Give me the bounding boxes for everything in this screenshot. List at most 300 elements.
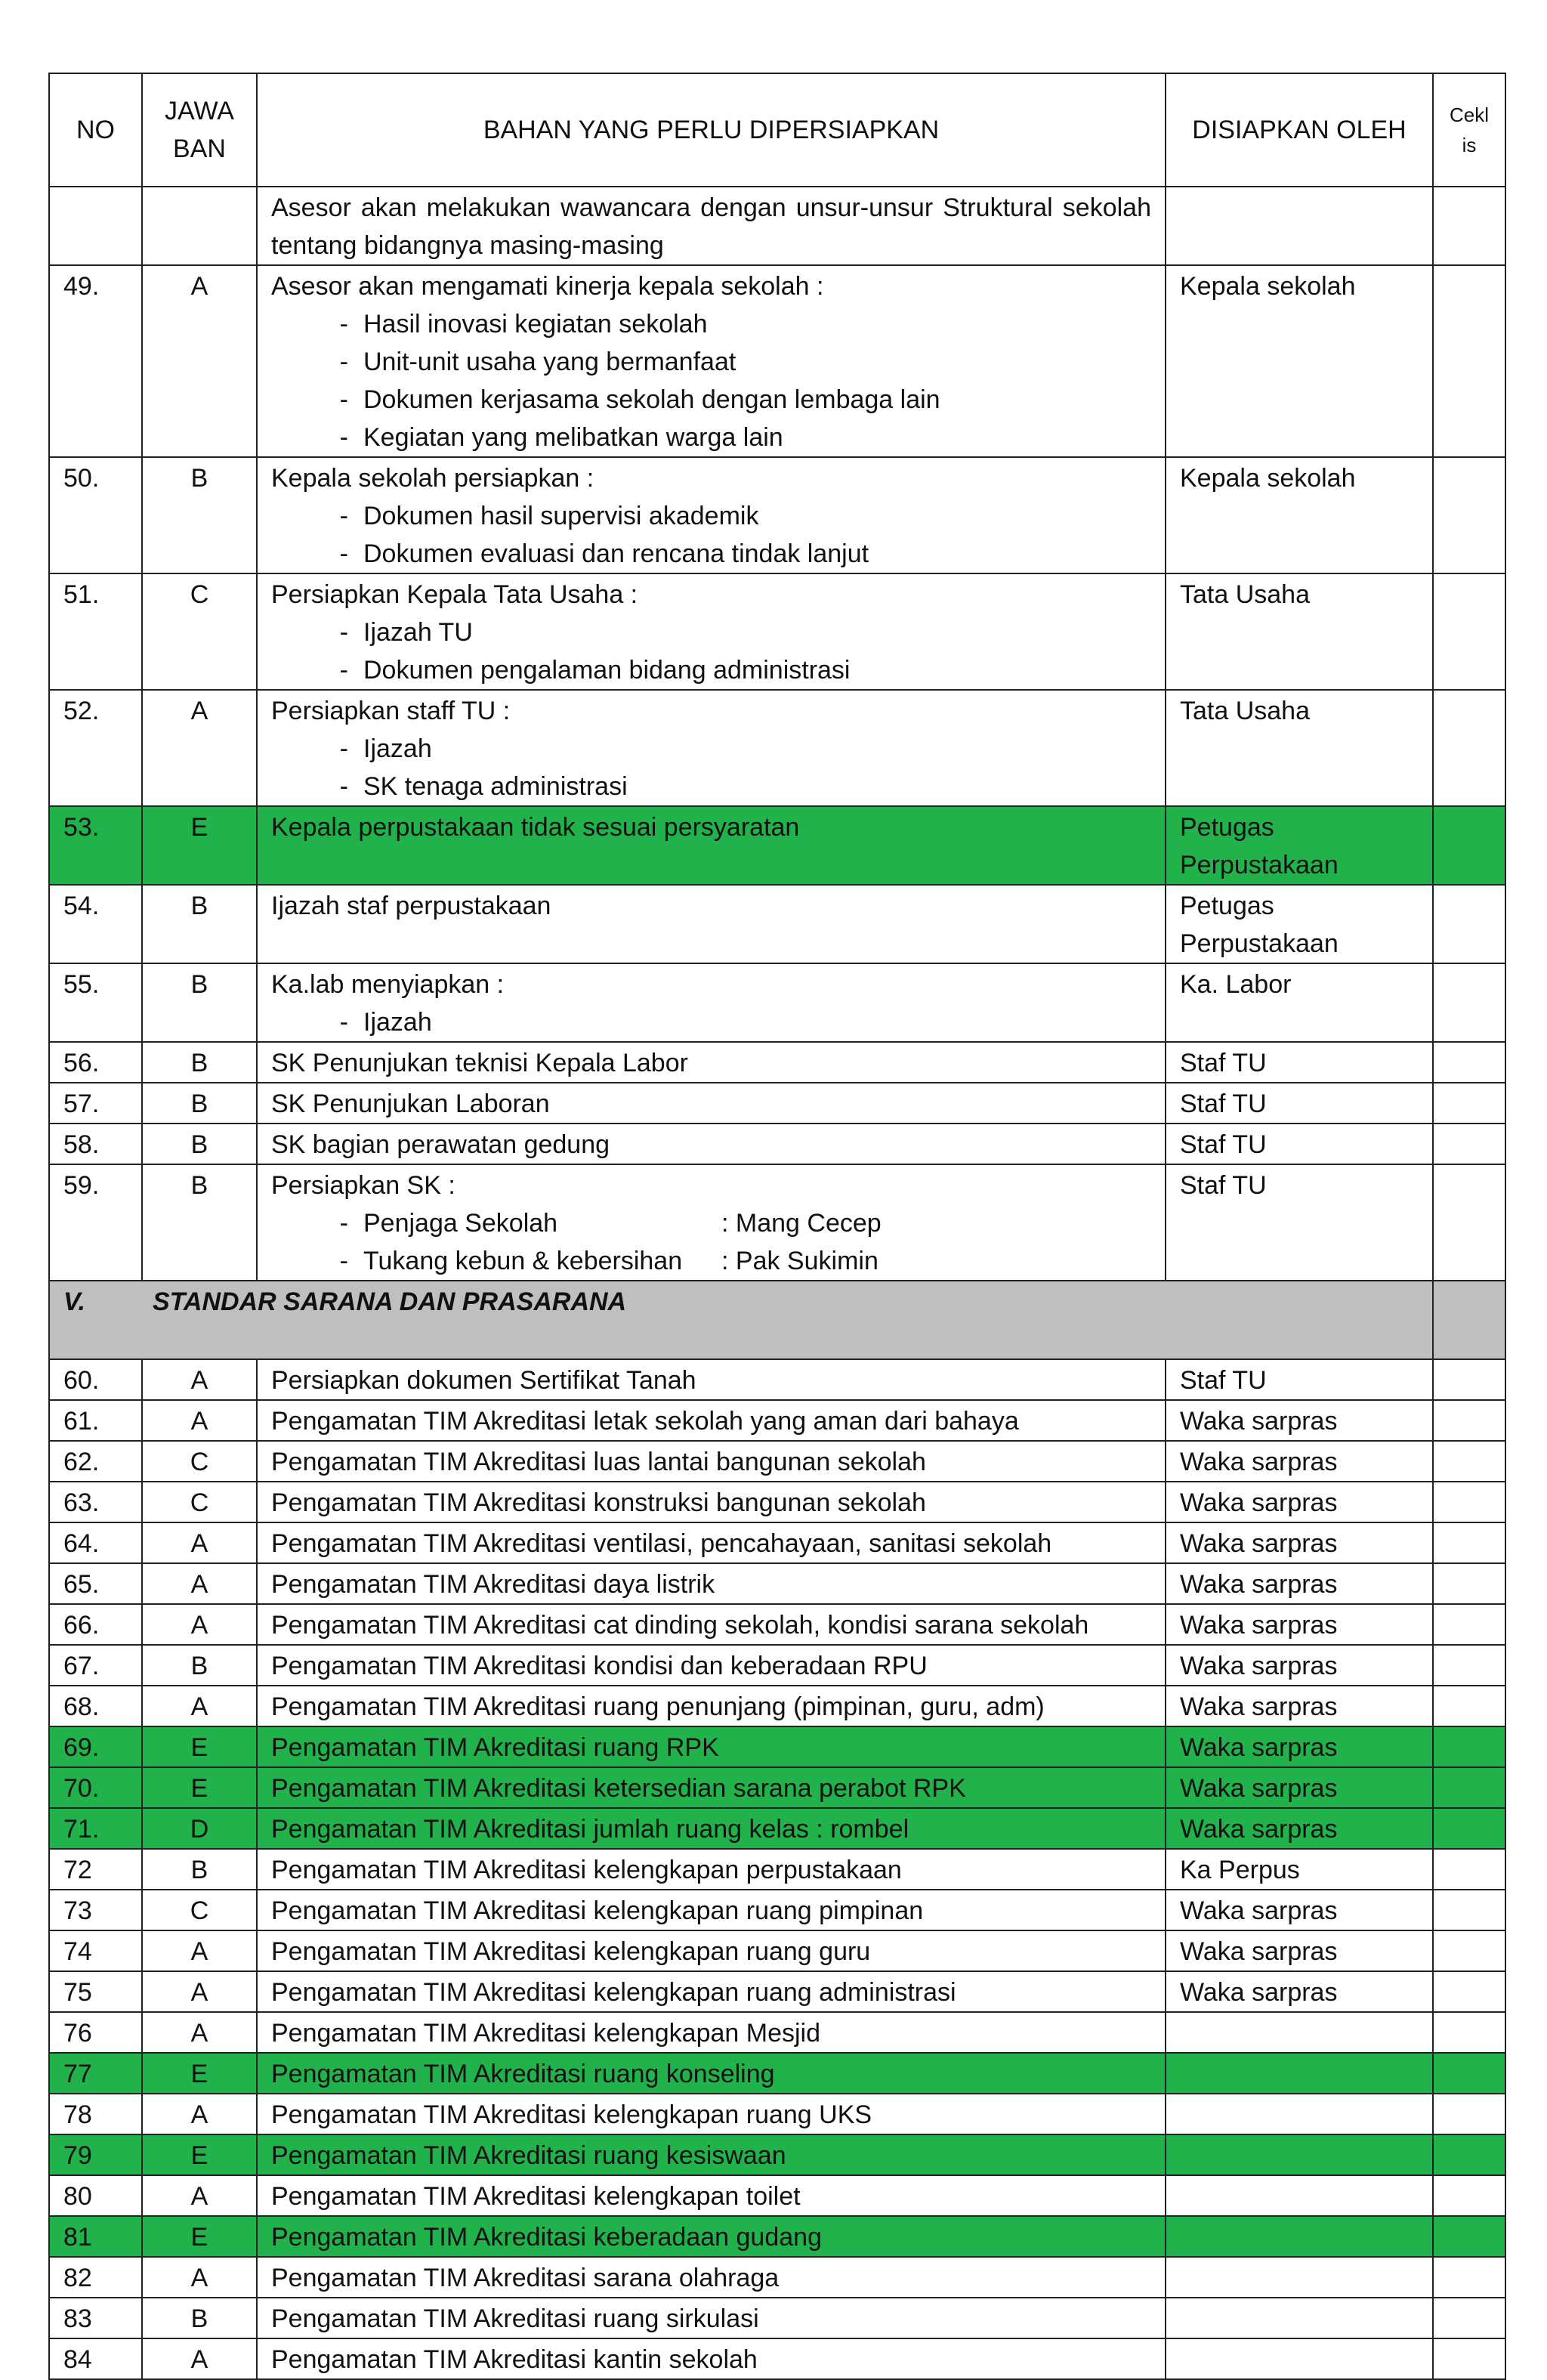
dash-bullet: - (339, 734, 348, 763)
cell-no: 52. (49, 690, 142, 806)
bahan-text: Pengamatan TIM Akreditasi ventilasi, pencahayaan, sanitasi sekolah (271, 1529, 1052, 1558)
table-row (49, 1726, 1505, 1767)
bahan-subitem (271, 730, 1151, 768)
cell-jawaban: A (142, 2257, 257, 2298)
cell-no: 62. (49, 1441, 142, 1482)
cell-disiapkan: Waka sarpras (1166, 1930, 1433, 1971)
cell-ceklis (1433, 1686, 1505, 1726)
cell-ceklis (1433, 2134, 1505, 2175)
cell-bahan (257, 1042, 1166, 1083)
cell-disiapkan: Waka sarpras (1166, 1645, 1433, 1686)
table-row (49, 2134, 1505, 2175)
cell-ceklis (1433, 690, 1505, 806)
cell-no: 56. (49, 1042, 142, 1083)
cell-disiapkan: Waka sarpras (1166, 1890, 1433, 1930)
table-row (49, 1083, 1505, 1124)
cell-bahan (257, 1767, 1166, 1808)
cell-jawaban: E (142, 2216, 257, 2257)
table-row (49, 690, 1505, 806)
cell-bahan (257, 265, 1166, 457)
cell-bahan (257, 1124, 1166, 1164)
subitem-value: : Pak Sukimin (721, 1247, 878, 1275)
subitem-text: Kegiatan yang melibatkan warga lain (363, 423, 783, 452)
cell-no: 63. (49, 1482, 142, 1522)
cell-jawaban: B (142, 1164, 257, 1281)
cell-no: 80 (49, 2175, 142, 2216)
cell-disiapkan: Waka sarpras (1166, 1522, 1433, 1563)
bahan-text: Pengamatan TIM Akreditasi konstruksi bangunan sekolah (271, 1488, 926, 1517)
table-row (49, 1522, 1505, 1563)
cell-jawaban: B (142, 1849, 257, 1890)
header-jawaban-line2: BAN (173, 134, 226, 163)
bahan-text: Persiapkan dokumen Sertifikat Tanah (271, 1366, 696, 1395)
cell-no: 70. (49, 1767, 142, 1808)
bahan-text: Pengamatan TIM Akreditasi kelengkapan ruang administrasi (271, 1978, 956, 2007)
cell-no: 66. (49, 1604, 142, 1645)
table-row (49, 2175, 1505, 2216)
cell-jawaban: A (142, 1563, 257, 1604)
bahan-text: Kepala sekolah persiapkan : (271, 464, 594, 493)
cell-bahan (257, 1400, 1166, 1441)
cell-ceklis (1433, 1359, 1505, 1400)
cell-disiapkan: Waka sarpras (1166, 1767, 1433, 1808)
cell-jawaban: A (142, 1971, 257, 2012)
cell-ceklis (1433, 2094, 1505, 2134)
cell-no: 58. (49, 1124, 142, 1164)
cell-ceklis (1433, 1563, 1505, 1604)
cell-no: 69. (49, 1726, 142, 1767)
bahan-text: SK bagian perawatan gedung (271, 1130, 610, 1159)
cell-jawaban: A (142, 2338, 257, 2379)
cell-ceklis (1433, 2257, 1505, 2298)
cell-bahan (257, 1686, 1166, 1726)
cell-bahan (257, 573, 1166, 690)
subitem-key: Tukang kebun & kebersihan (363, 1247, 683, 1275)
header-row (49, 73, 1505, 187)
dash-bullet: - (339, 656, 348, 685)
cell-bahan (257, 2134, 1166, 2175)
bahan-subitem (271, 1204, 1151, 1242)
header-no: NO (49, 73, 142, 187)
bahan-text: Pengamatan TIM Akreditasi ruang RPK (271, 1733, 719, 1762)
cell-no: 72 (49, 1849, 142, 1890)
cell-jawaban: A (142, 1400, 257, 1441)
section-title-cell (49, 1281, 1433, 1359)
cell-disiapkan: Petugas Perpustakaan (1166, 806, 1433, 885)
cell-disiapkan: Waka sarpras (1166, 1686, 1433, 1726)
cell-jawaban: B (142, 1042, 257, 1083)
cell-bahan (257, 1808, 1166, 1849)
cell-ceklis (1433, 1971, 1505, 2012)
bahan-text: Pengamatan TIM Akreditasi kondisi dan keberadaan RPU (271, 1652, 928, 1680)
cell-jawaban: B (142, 963, 257, 1042)
cell-jawaban: A (142, 2012, 257, 2053)
cell-disiapkan (1166, 2175, 1433, 2216)
cell-no: 75 (49, 1971, 142, 2012)
bahan-text: Pengamatan TIM Akreditasi ruang penunjang (pimpinan, guru, adm) (271, 1692, 1045, 1721)
cell-disiapkan (1166, 2298, 1433, 2338)
bahan-text: Persiapkan staff TU : (271, 697, 511, 725)
cell-jawaban: A (142, 1686, 257, 1726)
cell-ceklis (1433, 457, 1505, 573)
cell-bahan (257, 2053, 1166, 2094)
cell-disiapkan: Staf TU (1166, 1083, 1433, 1124)
bahan-text: SK Penunjukan teknisi Kepala Labor (271, 1049, 688, 1077)
table-row (49, 2216, 1505, 2257)
table-row (49, 1124, 1505, 1164)
cell-disiapkan: Waka sarpras (1166, 1482, 1433, 1522)
cell-no: 78 (49, 2094, 142, 2134)
cell-no: 64. (49, 1522, 142, 1563)
cell-ceklis (1433, 806, 1505, 885)
cell-ceklis (1433, 963, 1505, 1042)
cell-jawaban: B (142, 2298, 257, 2338)
cell-ceklis (1433, 573, 1505, 690)
bahan-text: Pengamatan TIM Akreditasi ruang kesiswaan (271, 2141, 786, 2170)
bahan-text: Pengamatan TIM Akreditasi kelengkapan Mesjid (271, 2019, 820, 2048)
bahan-text: Pengamatan TIM Akreditasi ruang sirkulasi (271, 2304, 759, 2333)
bahan-text: Ka.lab menyiapkan : (271, 970, 505, 999)
cell-disiapkan (1166, 2094, 1433, 2134)
cell-ceklis (1433, 1400, 1505, 1441)
table-row (49, 2094, 1505, 2134)
cell-ceklis (1433, 1849, 1505, 1890)
bahan-text: SK Penunjukan Laboran (271, 1090, 550, 1118)
cell-bahan (257, 2012, 1166, 2053)
cell-no: 61. (49, 1400, 142, 1441)
cell-jawaban: E (142, 1767, 257, 1808)
cell-jawaban: E (142, 1726, 257, 1767)
cell-no: 71. (49, 1808, 142, 1849)
table-row (49, 1359, 1505, 1400)
cell-disiapkan: Petugas Perpustakaan (1166, 885, 1433, 963)
cell-disiapkan (1166, 2012, 1433, 2053)
cell-disiapkan: Waka sarpras (1166, 1726, 1433, 1767)
cell-no: 51. (49, 573, 142, 690)
cell-bahan (257, 187, 1166, 265)
cell-ceklis (1433, 1890, 1505, 1930)
subitem-text: Dokumen kerjasama sekolah dengan lembaga lain (363, 385, 940, 414)
cell-ceklis (1433, 265, 1505, 457)
cell-bahan (257, 1604, 1166, 1645)
dash-bullet: - (339, 423, 348, 452)
cell-jawaban: A (142, 1359, 257, 1400)
cell-disiapkan: Kepala sekolah (1166, 265, 1433, 457)
cell-disiapkan: Kepala sekolah (1166, 457, 1433, 573)
bahan-text: Pengamatan TIM Akreditasi kelengkapan ruang pimpinan (271, 1896, 924, 1925)
bahan-text: Ijazah staf perpustakaan (271, 892, 551, 920)
table-row (49, 1686, 1505, 1726)
bahan-subitem (271, 343, 1151, 381)
cell-no: 54. (49, 885, 142, 963)
cell-bahan (257, 1890, 1166, 1930)
cell-no: 76 (49, 2012, 142, 2053)
cell-bahan (257, 2216, 1166, 2257)
cell-ceklis (1433, 2175, 1505, 2216)
checklist-document (48, 73, 1505, 2380)
cell-ceklis (1433, 1281, 1505, 1359)
cell-bahan (257, 1482, 1166, 1522)
cell-disiapkan: Waka sarpras (1166, 1971, 1433, 2012)
cell-jawaban: A (142, 1604, 257, 1645)
cell-jawaban: C (142, 1482, 257, 1522)
cell-ceklis (1433, 1124, 1505, 1164)
cell-bahan (257, 2257, 1166, 2298)
bahan-text: Pengamatan TIM Akreditasi kelengkapan toilet (271, 2182, 801, 2211)
cell-disiapkan (1166, 2053, 1433, 2094)
table-row (49, 1604, 1505, 1645)
cell-no: 68. (49, 1686, 142, 1726)
cell-bahan (257, 1164, 1166, 1281)
cell-disiapkan: Waka sarpras (1166, 1563, 1433, 1604)
header-ceklis (1433, 73, 1505, 187)
cell-disiapkan: Tata Usaha (1166, 573, 1433, 690)
cell-jawaban: B (142, 1645, 257, 1686)
cell-jawaban: C (142, 573, 257, 690)
cell-no: 74 (49, 1930, 142, 1971)
cell-ceklis (1433, 1604, 1505, 1645)
bahan-text: Pengamatan TIM Akreditasi letak sekolah yang aman dari bahaya (271, 1407, 1019, 1436)
section-number: V. (63, 1287, 86, 1316)
cell-jawaban: A (142, 1930, 257, 1971)
cell-bahan (257, 2094, 1166, 2134)
cell-no: 50. (49, 457, 142, 573)
table-row (49, 2257, 1505, 2298)
cell-jawaban: D (142, 1808, 257, 1849)
cell-no: 67. (49, 1645, 142, 1686)
cell-disiapkan: Waka sarpras (1166, 1400, 1433, 1441)
dash-bullet: - (339, 502, 348, 530)
table-row (49, 573, 1505, 690)
bahan-text: Asesor akan melakukan wawancara dengan unsur-unsur Struktural sekolah tentang bidangnya masing-masing (271, 193, 1151, 260)
cell-ceklis (1433, 1726, 1505, 1767)
cell-jawaban: C (142, 1890, 257, 1930)
cell-ceklis (1433, 1522, 1505, 1563)
subitem-text: Ijazah TU (363, 618, 473, 647)
bahan-text: Pengamatan TIM Akreditasi ruang konseling (271, 2060, 775, 2088)
dash-bullet: - (339, 1008, 348, 1037)
bahan-text: Asesor akan mengamati kinerja kepala sekolah : (271, 272, 824, 301)
table-row (49, 1645, 1505, 1686)
cell-disiapkan: Staf TU (1166, 1359, 1433, 1400)
table-row (49, 1971, 1505, 2012)
bahan-subitem (271, 305, 1151, 343)
subitem-text: SK tenaga administrasi (363, 772, 628, 801)
cell-ceklis (1433, 1441, 1505, 1482)
cell-disiapkan (1166, 2257, 1433, 2298)
cell-jawaban: B (142, 1124, 257, 1164)
section-title: STANDAR SARANA DAN PRASARANA (153, 1287, 627, 1316)
cell-disiapkan: Waka sarpras (1166, 1604, 1433, 1645)
cell-ceklis (1433, 1164, 1505, 1281)
cell-no: 60. (49, 1359, 142, 1400)
cell-bahan (257, 2298, 1166, 2338)
cell-ceklis (1433, 1083, 1505, 1124)
cell-jawaban: E (142, 2134, 257, 2175)
cell-ceklis (1433, 1930, 1505, 1971)
cell-ceklis (1433, 2216, 1505, 2257)
cell-no: 55. (49, 963, 142, 1042)
bahan-text: Pengamatan TIM Akreditasi ketersedian sarana perabot RPK (271, 1774, 966, 1803)
cell-jawaban (142, 187, 257, 265)
table-row (49, 1042, 1505, 1083)
header-disiapkan: DISIAPKAN OLEH (1166, 73, 1433, 187)
cell-no: 53. (49, 806, 142, 885)
cell-no: 65. (49, 1563, 142, 1604)
bahan-text: Pengamatan TIM Akreditasi daya listrik (271, 1570, 715, 1599)
bahan-subitem (271, 535, 1151, 573)
dash-bullet: - (339, 385, 348, 414)
cell-disiapkan: Staf TU (1166, 1124, 1433, 1164)
cell-bahan (257, 1726, 1166, 1767)
cell-no: 83 (49, 2298, 142, 2338)
table-row (49, 806, 1505, 885)
cell-bahan (257, 1930, 1166, 1971)
bahan-text: Pengamatan TIM Akreditasi kelengkapan perpustakaan (271, 1856, 902, 1884)
subitem-text: Hasil inovasi kegiatan sekolah (363, 310, 708, 338)
cell-bahan (257, 1645, 1166, 1686)
cell-bahan (257, 806, 1166, 885)
dash-bullet: - (339, 1209, 348, 1238)
table-row (49, 963, 1505, 1042)
cell-disiapkan: Staf TU (1166, 1042, 1433, 1083)
cell-jawaban: A (142, 2094, 257, 2134)
cell-no: 73 (49, 1890, 142, 1930)
dash-bullet: - (339, 539, 348, 568)
subitem-text: Ijazah (363, 1008, 432, 1037)
section-row (49, 1281, 1505, 1359)
subitem-text: Dokumen hasil supervisi akademik (363, 502, 759, 530)
bahan-subitem (271, 651, 1151, 689)
cell-bahan (257, 1522, 1166, 1563)
cell-jawaban: E (142, 806, 257, 885)
cell-jawaban: A (142, 690, 257, 806)
cell-ceklis (1433, 1482, 1505, 1522)
bahan-subitem (271, 614, 1151, 651)
table-row (49, 1767, 1505, 1808)
header-jawaban (142, 73, 257, 187)
subitem-key: Penjaga Sekolah (363, 1209, 558, 1238)
cell-no: 82 (49, 2257, 142, 2298)
table-row (49, 885, 1505, 963)
cell-bahan (257, 2175, 1166, 2216)
cell-disiapkan: Ka. Labor (1166, 963, 1433, 1042)
cell-ceklis (1433, 885, 1505, 963)
bahan-text: Pengamatan TIM Akreditasi kelengkapan ruang UKS (271, 2100, 872, 2129)
table-row (49, 1441, 1505, 1482)
cell-jawaban: C (142, 1441, 257, 1482)
cell-disiapkan: Staf TU (1166, 1164, 1433, 1281)
cell-jawaban: E (142, 2053, 257, 2094)
cell-no: 84 (49, 2338, 142, 2379)
dash-bullet: - (339, 772, 348, 801)
dash-bullet: - (339, 310, 348, 338)
bahan-subitem (271, 768, 1151, 805)
checklist-table (48, 73, 1506, 2380)
subitem-text: Dokumen evaluasi dan rencana tindak lanjut (363, 539, 869, 568)
dash-bullet: - (339, 618, 348, 647)
cell-bahan (257, 1359, 1166, 1400)
bahan-subitem (271, 497, 1151, 535)
bahan-text: Pengamatan TIM Akreditasi sarana olahraga (271, 2264, 780, 2292)
cell-no: 57. (49, 1083, 142, 1124)
dash-bullet: - (339, 1247, 348, 1275)
cell-jawaban: B (142, 457, 257, 573)
subitem-text: Unit-unit usaha yang bermanfaat (363, 348, 736, 376)
cell-ceklis (1433, 2298, 1505, 2338)
cell-jawaban: B (142, 885, 257, 963)
table-body (49, 187, 1505, 2379)
cell-ceklis (1433, 2012, 1505, 2053)
cell-disiapkan (1166, 2216, 1433, 2257)
bahan-subitem (271, 381, 1151, 419)
cell-no (49, 187, 142, 265)
cell-bahan (257, 1441, 1166, 1482)
bahan-subitem (271, 1003, 1151, 1041)
cell-jawaban: A (142, 265, 257, 457)
table-row (49, 2053, 1505, 2094)
cell-disiapkan (1166, 2134, 1433, 2175)
cell-bahan (257, 1849, 1166, 1890)
dash-bullet: - (339, 348, 348, 376)
bahan-text: Pengamatan TIM Akreditasi cat dinding sekolah, kondisi sarana sekolah (271, 1611, 1089, 1640)
bahan-text: Persiapkan SK : (271, 1171, 455, 1200)
table-row (49, 2298, 1505, 2338)
header-jawaban-line1: JAWA (165, 97, 234, 125)
bahan-subitem (271, 419, 1151, 456)
cell-ceklis (1433, 2053, 1505, 2094)
cell-jawaban: B (142, 1083, 257, 1124)
bahan-text: Pengamatan TIM Akreditasi kantin sekolah (271, 2345, 758, 2374)
bahan-text: Pengamatan TIM Akreditasi luas lantai bangunan sekolah (271, 1448, 926, 1476)
cell-bahan (257, 1971, 1166, 2012)
header-ceklis-line1: Cekl (1449, 104, 1489, 126)
header-bahan: BAHAN YANG PERLU DIPERSIAPKAN (257, 73, 1166, 187)
subitem-text: Dokumen pengalaman bidang administrasi (363, 656, 851, 685)
bahan-text: Pengamatan TIM Akreditasi keberadaan gudang (271, 2223, 822, 2252)
cell-ceklis (1433, 187, 1505, 265)
cell-ceklis (1433, 1767, 1505, 1808)
table-row (49, 2012, 1505, 2053)
cell-no: 59. (49, 1164, 142, 1281)
cell-ceklis (1433, 1645, 1505, 1686)
cell-no: 81 (49, 2216, 142, 2257)
cell-no: 77 (49, 2053, 142, 2094)
cell-disiapkan (1166, 187, 1433, 265)
bahan-text: Pengamatan TIM Akreditasi kelengkapan ruang guru (271, 1937, 871, 1966)
cell-bahan (257, 1563, 1166, 1604)
cell-jawaban: A (142, 2175, 257, 2216)
subitem-value: : Mang Cecep (721, 1209, 882, 1238)
cell-no: 79 (49, 2134, 142, 2175)
cell-ceklis (1433, 1808, 1505, 1849)
header-ceklis-line2: is (1462, 134, 1477, 156)
table-row (49, 457, 1505, 573)
cell-disiapkan: Waka sarpras (1166, 1441, 1433, 1482)
cell-no: 49. (49, 265, 142, 457)
cell-disiapkan: Waka sarpras (1166, 1808, 1433, 1849)
table-row (49, 1930, 1505, 1971)
cell-bahan (257, 690, 1166, 806)
cell-jawaban: A (142, 1522, 257, 1563)
bahan-text: Kepala perpustakaan tidak sesuai persyaratan (271, 813, 800, 842)
table-row (49, 1400, 1505, 1441)
table-row (49, 187, 1505, 265)
cell-ceklis (1433, 1042, 1505, 1083)
cell-bahan (257, 1083, 1166, 1124)
table-row (49, 1849, 1505, 1890)
cell-bahan (257, 457, 1166, 573)
